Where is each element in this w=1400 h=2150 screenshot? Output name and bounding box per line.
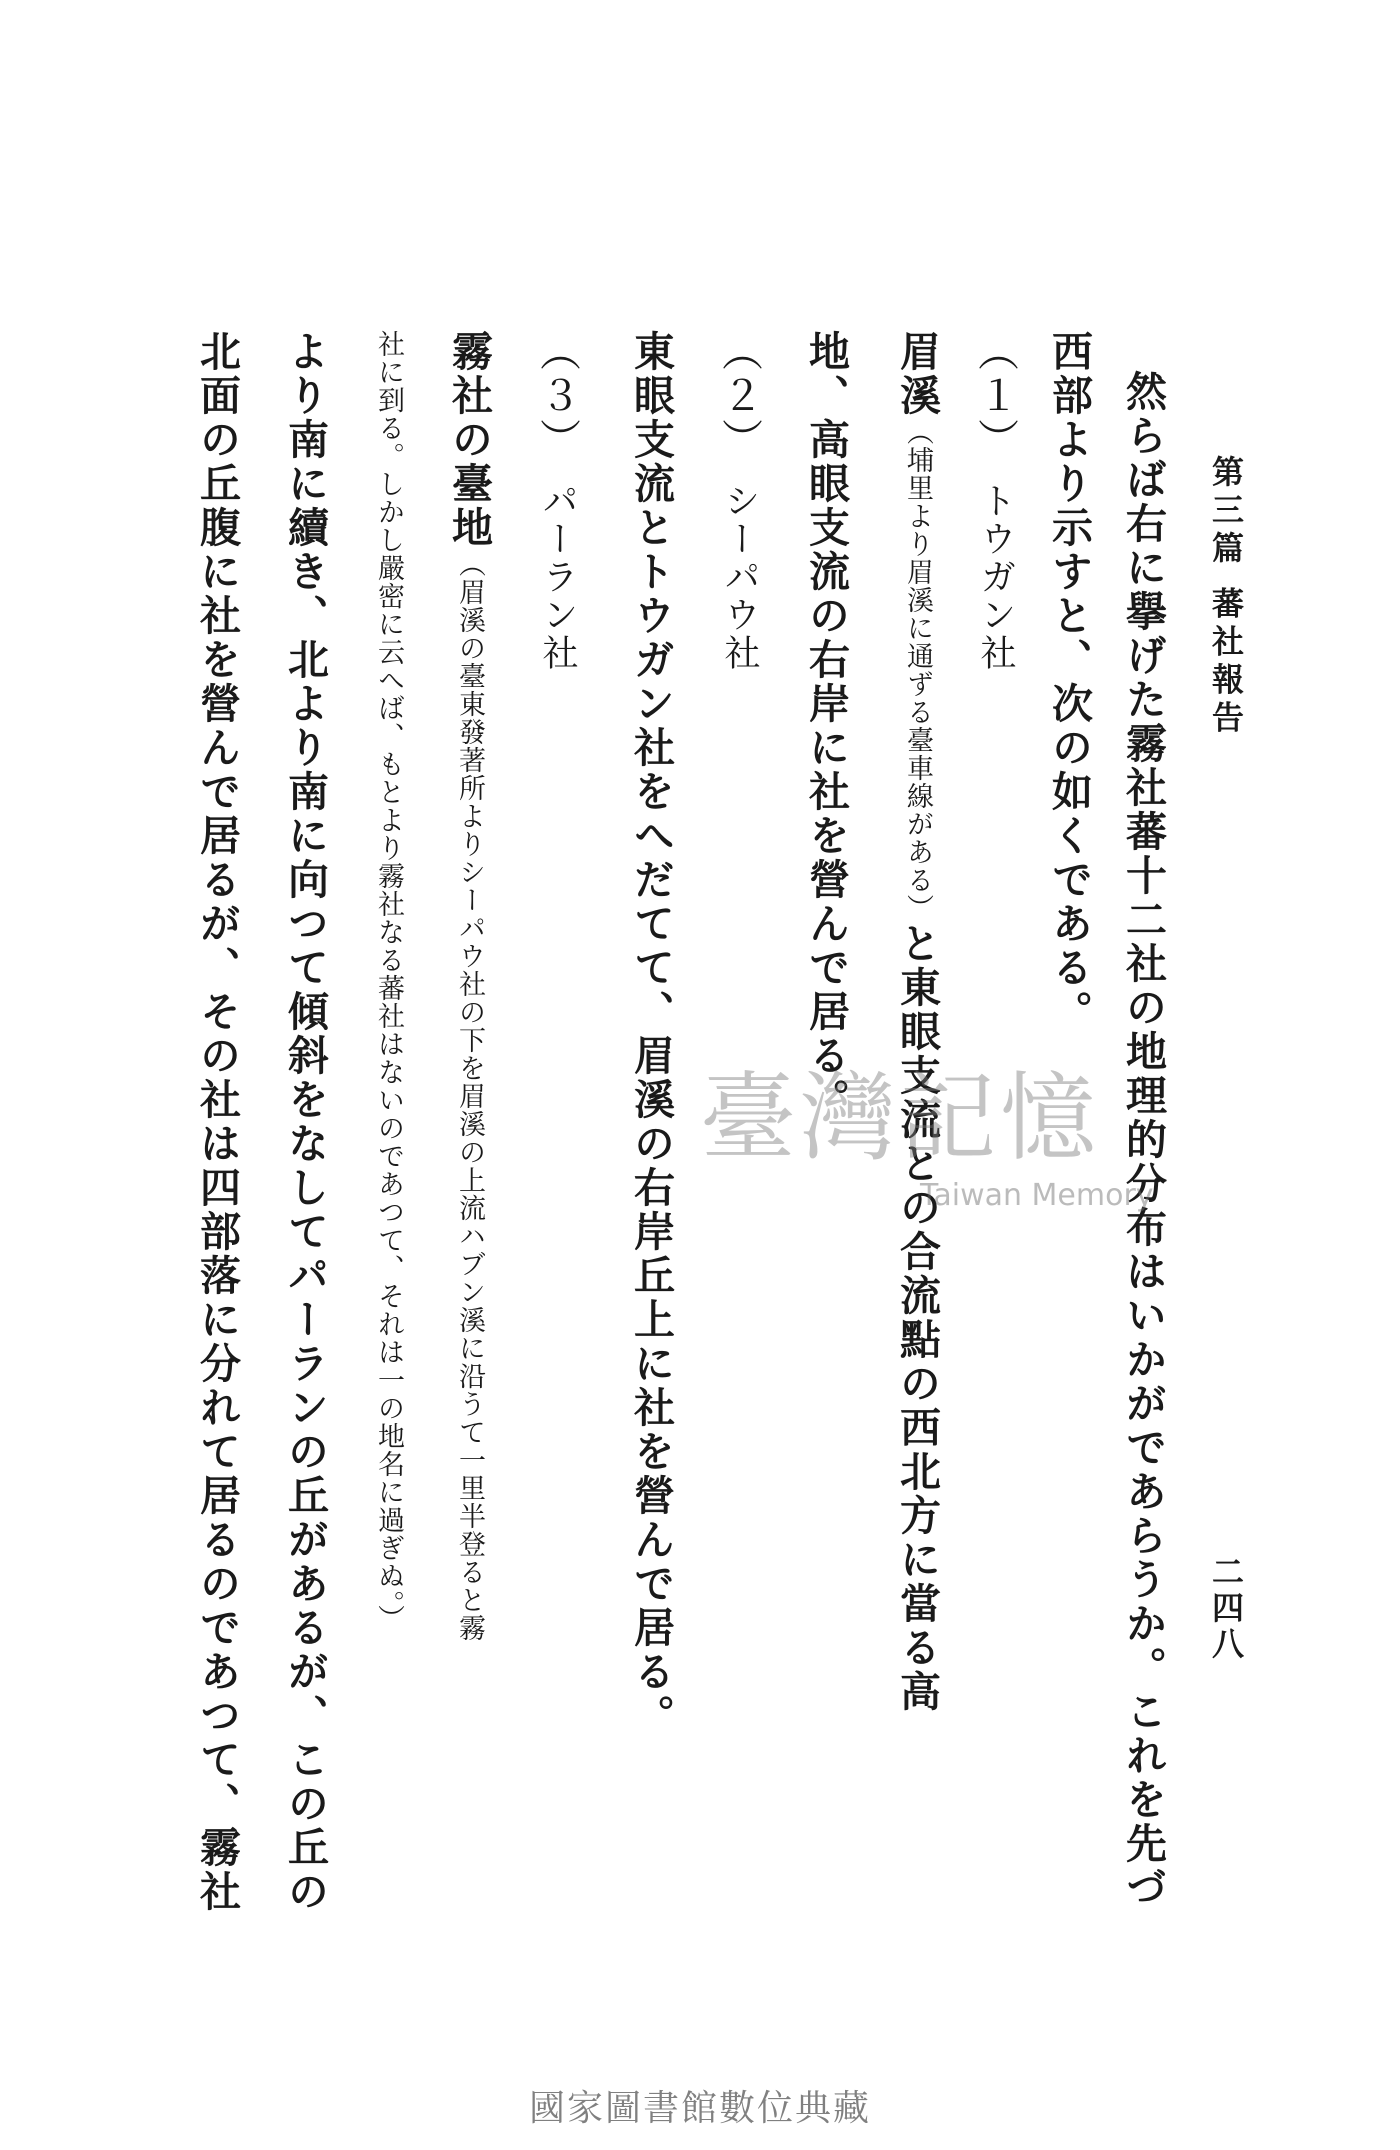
chapter-header: 第三篇 蕃社報告 xyxy=(1207,455,1245,739)
tribe-name-paran: パーラン社 xyxy=(537,482,578,672)
annotation-railway: （埔里より眉溪に通ずる臺車線がある） xyxy=(902,418,933,922)
text-column-5: 地、高眼支流の右岸に社を營んで居る。 xyxy=(802,330,850,1122)
text-column-6 xyxy=(715,330,763,672)
text-column-7: 東眼支流とトウガン社をへだてて、眉溪の右岸丘上に社を營んで居る。 xyxy=(627,330,675,1738)
text-column-4 xyxy=(893,330,941,1714)
text-column-2: 西部より示すと、次の如くである。 xyxy=(1045,330,1093,1034)
text-column-9 xyxy=(445,330,493,1642)
text-column-3 xyxy=(971,330,1019,672)
text-column-4-tail: と東眼支流との合流點の西北方に當る高 xyxy=(893,922,941,1714)
heading-musha-plateau: 霧社の臺地 xyxy=(445,330,493,550)
page-number: 二四八 xyxy=(1207,1555,1245,1663)
item-number-2: （２） xyxy=(715,330,763,462)
watermark-cjk-text: 臺灣記憶 xyxy=(700,1062,1100,1174)
annotation-musha: （眉溪の臺東發著所よりシーパウ社の下を眉溪の上流ハブン溪に沿うて一里半登ると霧 xyxy=(454,550,485,1642)
taiwan-memory-watermark xyxy=(700,1062,1154,1220)
text-column-1: 然らば右に擧げた霧社蕃十二社の地理的分布はいかがであらうか。これを先づ xyxy=(1119,370,1167,1910)
text-column-12: 北面の丘腹に社を營んで居るが、その社は四部落に分れて居るのであつて、霧社 xyxy=(193,330,241,1914)
tribe-name-shipau: シーパウ社 xyxy=(719,482,760,672)
text-column-11: より南に續き、北より南に向つて傾斜をなしてパーランの丘があるが、この丘の xyxy=(281,330,329,1914)
tribe-name-tougan: トウガン社 xyxy=(975,482,1016,672)
river-name-meixi: 眉溪 xyxy=(893,330,941,418)
item-number-3: （３） xyxy=(533,330,581,462)
text-column-10: 社に到る。しかし嚴密に云へば、もとより霧社なる蕃社はないのであつて、それは一の地名に過ぎぬ。） xyxy=(373,330,404,1633)
watermark-en-text: Taiwan Memory xyxy=(920,1178,1154,1213)
text-column-8 xyxy=(533,330,581,672)
item-number-1: （１） xyxy=(971,330,1019,462)
library-footer: 國家圖書館數位典藏 xyxy=(528,2088,871,2129)
